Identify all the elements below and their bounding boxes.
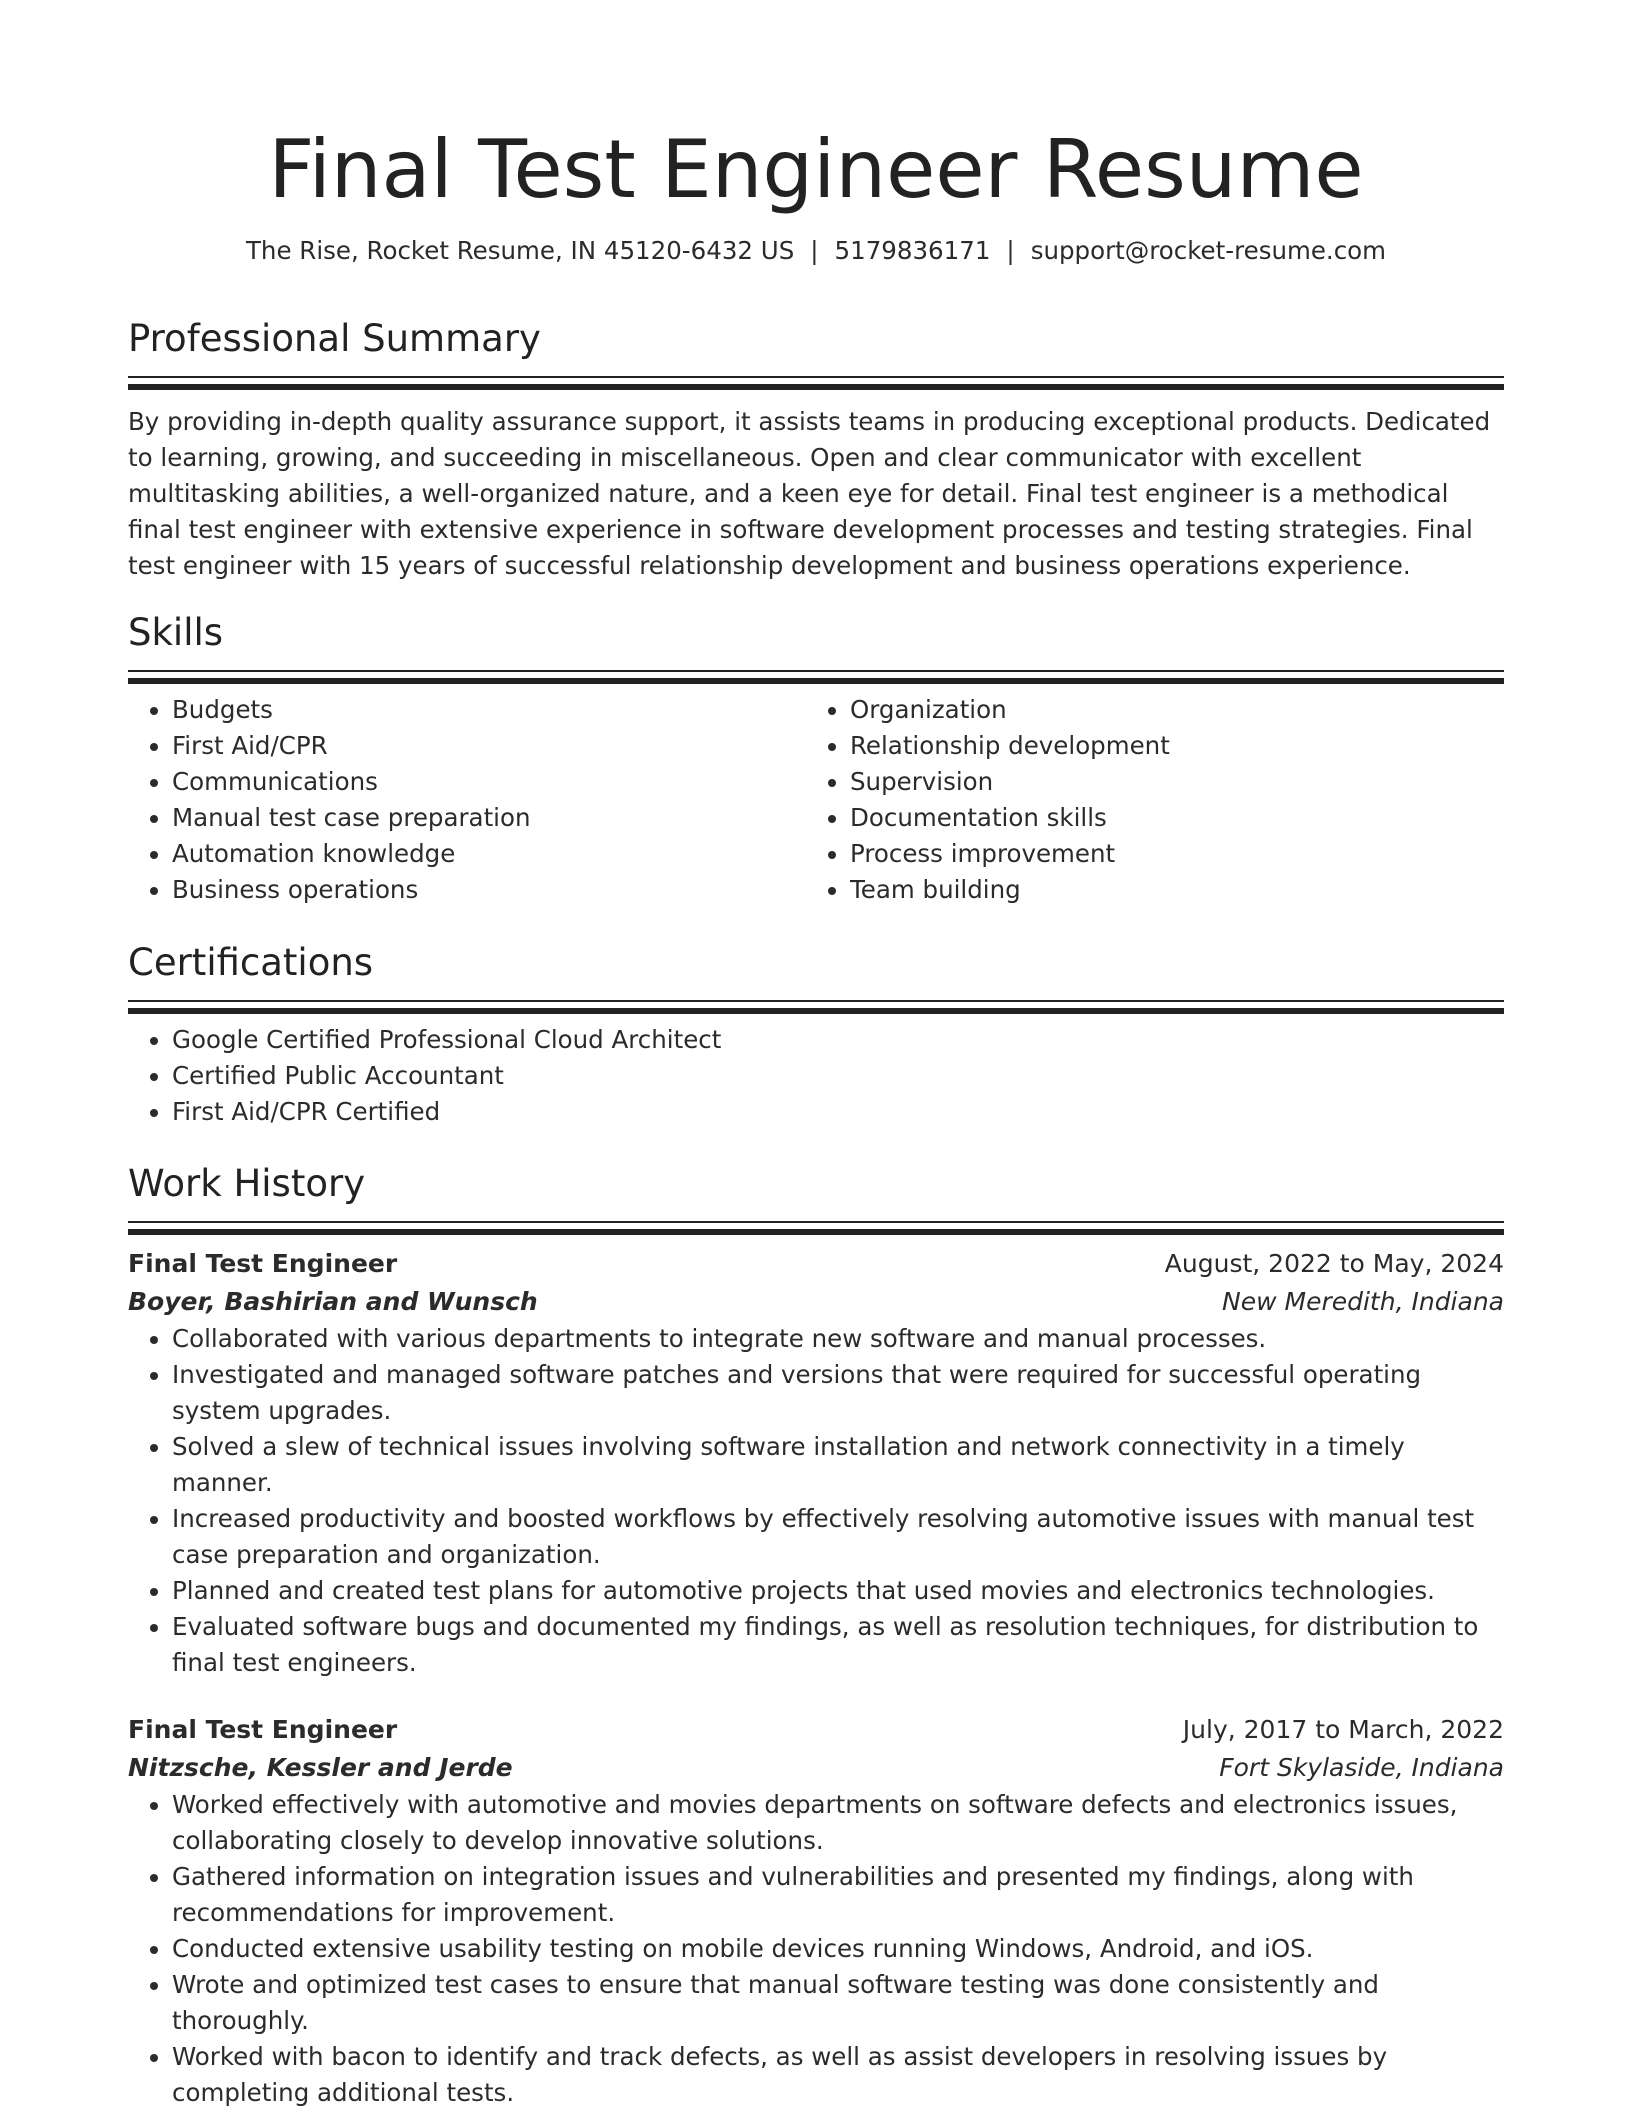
separator: |	[810, 236, 819, 265]
job-entry	[128, 1711, 1504, 2111]
skill-item: • Business operations	[172, 872, 806, 908]
section-title-certifications: Certifications	[128, 941, 374, 984]
skills-column-left	[128, 692, 806, 908]
skill-item: • Relationship development	[850, 728, 1484, 764]
certifications-list	[128, 1022, 1504, 1130]
job-bullet: • Worked effectively with automotive and movies departments on software defects and electronics issues, collaborating closely to develop innovative solutions.	[172, 1787, 1504, 1859]
skill-item: • Manual test case preparation	[172, 800, 806, 836]
job-bullet: • Collaborated with various departments to integrate new software and manual processes.	[172, 1321, 1504, 1357]
job-header	[128, 1711, 1504, 1749]
job-bullets	[128, 1787, 1504, 2111]
job-title: Final Test Engineer	[128, 1249, 398, 1278]
job-location: New Meredith, Indiana	[1222, 1287, 1504, 1316]
job-bullet: • Evaluated software bugs and documented my findings, as well as resolution techniques, for distribution to final test engineers.	[172, 1609, 1504, 1681]
separator: |	[1006, 236, 1015, 265]
section-title-skills: Skills	[128, 611, 224, 654]
job-location: Fort Skylaside, Indiana	[1219, 1753, 1504, 1782]
skill-item: • First Aid/CPR	[172, 728, 806, 764]
job-bullet: • Conducted extensive usability testing on mobile devices running Windows, Android, and iOS.	[172, 1931, 1504, 1967]
skill-item: • Supervision	[850, 764, 1484, 800]
job-header	[128, 1245, 1504, 1283]
section-divider	[128, 376, 1504, 378]
contact-line	[128, 234, 1504, 268]
job-title: Final Test Engineer	[128, 1715, 398, 1744]
certification-item: • First Aid/CPR Certified	[172, 1094, 1504, 1130]
job-company: Boyer, Bashirian and Wunsch	[128, 1287, 538, 1316]
skills-list	[806, 692, 1484, 908]
skill-item: • Organization	[850, 692, 1484, 728]
job-bullets	[128, 1321, 1504, 1681]
skills-list	[128, 692, 806, 908]
phone: 5179836171	[834, 236, 991, 265]
section-divider	[128, 1000, 1504, 1002]
skill-item: • Communications	[172, 764, 806, 800]
skill-item: • Automation knowledge	[172, 836, 806, 872]
email-link[interactable]: support@rocket-resume.com	[1030, 236, 1387, 265]
job-subheader	[128, 1749, 1504, 1787]
skills-column-right	[806, 692, 1484, 908]
skill-item: • Documentation skills	[850, 800, 1484, 836]
resume-title: Final Test Engineer Resume	[268, 123, 1364, 216]
work-history-section	[128, 1161, 1504, 2111]
job-bullet: • Investigated and managed software patches and versions that were required for successful operating system upgrades.	[172, 1357, 1504, 1429]
certifications-section	[128, 940, 1504, 1130]
job-dates: July, 2017 to March, 2022	[1182, 1715, 1504, 1744]
resume-page	[128, 0, 1504, 2107]
section-title-work-history: Work History	[128, 1162, 366, 1205]
job-bullet: • Worked with bacon to identify and track defects, as well as assist developers in resolving issues by completing additional tests.	[172, 2039, 1504, 2111]
job-dates: August, 2022 to May, 2024	[1164, 1249, 1504, 1278]
job-entry	[128, 1245, 1504, 1681]
certification-item: • Certified Public Accountant	[172, 1058, 1504, 1094]
section-divider	[128, 1221, 1504, 1223]
skills-section	[128, 610, 1504, 908]
job-bullet: • Gathered information on integration issues and vulnerabilities and presented my findings, along with recommendations for improvement.	[172, 1859, 1504, 1931]
job-bullet: • Planned and created test plans for automotive projects that used movies and electronics technologies.	[172, 1573, 1504, 1609]
summary-section	[128, 316, 1504, 584]
certification-item: • Google Certified Professional Cloud Architect	[172, 1022, 1504, 1058]
job-bullet: • Solved a slew of technical issues involving software installation and network connectivity in a timely manner.	[172, 1429, 1504, 1501]
skill-item: • Team building	[850, 872, 1484, 908]
skill-item: • Process improvement	[850, 836, 1484, 872]
address: The Rise, Rocket Resume, IN 45120-6432 US	[245, 236, 795, 265]
job-bullet: • Increased productivity and boosted workflows by effectively resolving automotive issues with manual test case preparation and organization.	[172, 1501, 1504, 1573]
skills-columns	[128, 692, 1504, 908]
section-divider	[128, 670, 1504, 672]
summary-text: By providing in-depth quality assurance support, it assists teams in producing exceptional products. Dedicated to learning, growing, and succeeding in miscellaneous. Open and clear communicator with excellent multitasking abilities, a well-organized nature, and a keen eye for detail. Final test engineer is a methodical final test engineer with extensive experience in software development processes and testing strategies. Final test engineer with 15 years of successful relationship development and business operations experience.	[128, 407, 1491, 580]
job-company: Nitzsche, Kessler and Jerde	[128, 1753, 513, 1782]
section-title-summary: Professional Summary	[128, 317, 541, 360]
job-bullet: • Wrote and optimized test cases to ensure that manual software testing was done consistently and thoroughly.	[172, 1967, 1504, 2039]
job-subheader	[128, 1283, 1504, 1321]
skill-item: • Budgets	[172, 692, 806, 728]
